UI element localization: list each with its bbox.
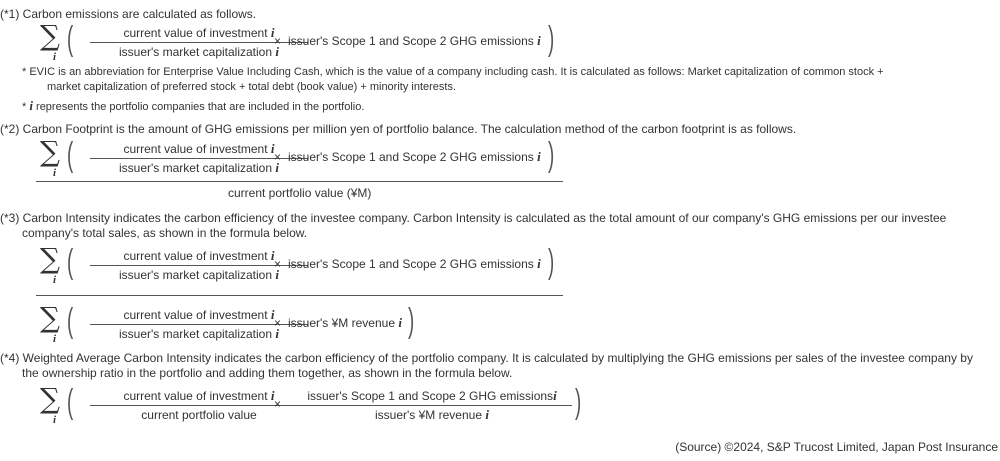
evic-note-line2: market capitalization of preferred stock + total debt (book value) + minority interests. — [47, 81, 457, 93]
note2-heading: (*2) Carbon Footprint is the amount of GHG emissions per million yen of portfolio balance. The calculation method of the carbon footprint is as follows. — [0, 122, 797, 136]
formula-carbon-intensity-denominator: ∑ i ( current value of investment i issuer's market capitalization i × issuer's ¥M revenue i ) — [40, 301, 415, 345]
formula-waci: ∑ i ( current value of investment i current portfolio value × issuer's Scope 1 and Scope 2 GHG emissionsi issuer's ¥M revenue i ) — [40, 382, 582, 426]
note3-line1: (*3) Carbon Intensity indicates the carbon efficiency of the investee company. Carbon Intensity is calculated as the total amount of our company's GHG emissions per our investee — [0, 211, 947, 225]
source-credit: (Source) ©2024, S&P Trucost Limited, Japan Post Insurance — [675, 440, 998, 454]
formula-carbon-intensity-numerator: ∑ i ( current value of investment i issuer's market capitalization i × issuer's Scope 1 and Scope 2 GHG emissions i ) — [40, 242, 555, 286]
open-paren: ( — [67, 20, 74, 58]
denominator-market-cap: issuer's market capitalization — [119, 45, 273, 59]
scope-emissions-text: issuer's Scope 1 and Scope 2 GHG emissions — [288, 34, 534, 48]
fraction-bar-intensity — [36, 295, 563, 296]
footprint-denominator: current portfolio value (¥M) — [228, 186, 372, 200]
numerator-current-value: current value of investment — [123, 26, 268, 40]
formula-carbon-footprint: ∑ i ( current value of investment i issuer's market capitalization i × issuer's Scope 1 and Scope 2 GHG emissions i ) — [40, 135, 555, 179]
sum-index: i — [53, 51, 57, 63]
note1-heading: (*1) Carbon emissions are calculated as follows. — [0, 7, 257, 21]
i-note: * i represents the portfolio companies that are included in the portfolio. — [22, 98, 365, 113]
close-paren: ) — [548, 20, 555, 58]
formula-carbon-emissions: ∑ i ( current value of investment i issuer's market capitalization i × issuer's Scope 1 and Scope 2 GHG emissions i ) — [40, 19, 555, 63]
note3-line2: company's total sales, as shown in the formula below. — [22, 226, 308, 240]
note4-line1: (*4) Weighted Average Carbon Intensity indicates the carbon efficiency of the portfolio company. It is calculated by multiplying the GHG emissions per sales of the investee company by — [0, 351, 973, 365]
sigma-symbol: ∑ — [40, 19, 60, 52]
times-symbol: × — [274, 34, 282, 48]
note4-line2: the ownership ratio in the portfolio and adding them together, as shown in the formula below. — [22, 366, 513, 380]
evic-note-line1: * EVIC is an abbreviation for Enterprise Value Including Cash, which is the value of a company including cash. It is calculated as follows: Market capitalization of common stock + — [22, 66, 884, 78]
fraction-bar-footprint — [36, 181, 563, 182]
ownership-fraction: current value of investment i issuer's market capitalization i — [90, 26, 308, 59]
